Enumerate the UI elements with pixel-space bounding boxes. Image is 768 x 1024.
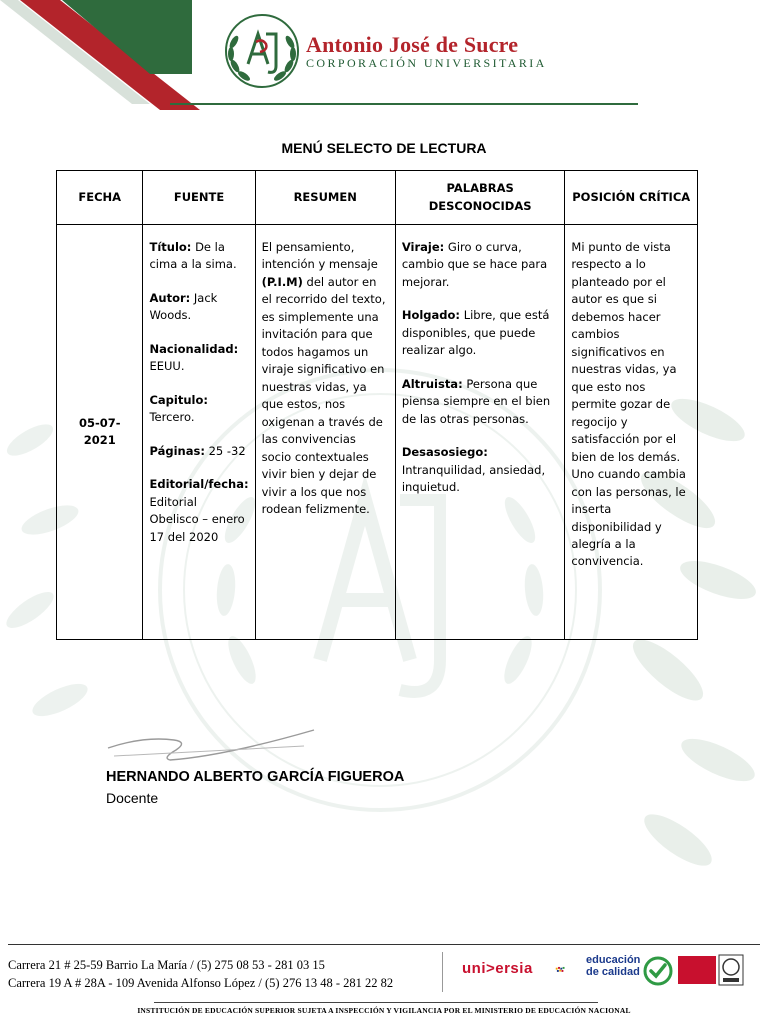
- handwritten-signature: [104, 726, 324, 764]
- unknown-word-item: Holgado: Libre, que está disponibles, que puede realizar algo.: [401, 308, 550, 358]
- header-palabras-desconocidas: PALABRAS DESCONOCIDAS: [395, 171, 565, 225]
- accreditation-badge-icon: [678, 956, 716, 984]
- header-fuente: FUENTE: [143, 171, 255, 225]
- signer-role: Docente: [106, 790, 159, 806]
- table-header-row: [57, 171, 698, 225]
- table-row: [57, 225, 698, 640]
- source-chapter: Capitulo: Tercero.: [149, 392, 208, 425]
- institution-subtitle: CORPORACIÓN UNIVERSITARIA: [306, 56, 547, 70]
- cell-resumen: El pensamiento, intención y mensaje (P.I.M) del autor en el recorrido del texto, es simplemente una invitación para que todos hagamos un viraje significativo en nuestras vidas, ya que estos, nos oxigenan a través de las convivencias socio contextuales vivir bien y dejar de vivir a los que nos rodean felizmente.: [255, 225, 395, 640]
- source-editorial: Editorial/fecha: Editorial Obelisco – enero 17 del 2020: [149, 477, 249, 544]
- institution-logo-icon: [222, 12, 302, 90]
- unknown-word-item: Viraje: Giro o curva, cambio que se hace para mejorar.: [401, 240, 548, 289]
- cell-fecha: 05-07-2021: [57, 225, 143, 640]
- educacion-de-calidad-logo-icon: [555, 954, 587, 986]
- legal-notice: INSTITUCIÓN DE EDUCACIÓN SUPERIOR SUJETA A INSPECCIÓN Y VIGILANCIA POR EL MINISTERIO DE EDUCACIÓN NACIONAL: [137, 1006, 631, 1015]
- header-resumen: RESUMEN: [255, 171, 395, 225]
- source-pages: Páginas: 25 -32: [149, 443, 246, 458]
- footer-address-1: Carrera 21 # 25-59 Barrio La María / (5) 275 08 53 - 281 03 15: [8, 958, 325, 972]
- header-fecha: FECHA: [57, 171, 143, 225]
- unknown-word-item: Desasosiego: Intranquilidad, ansiedad, inquietud.: [401, 445, 546, 495]
- source-nationality: Nacionalidad: EEUU.: [149, 341, 239, 374]
- institution-name: Antonio José de Sucre: [306, 32, 519, 57]
- universia-logo: uni>ersia: [462, 960, 533, 977]
- educacion-de-calidad-text: educación de calidad: [586, 954, 641, 978]
- reading-menu-table: [56, 170, 698, 640]
- header-diagonal-stripes: [0, 0, 200, 110]
- signer-name: HERNANDO ALBERTO GARCÍA FIGUEROA: [106, 769, 405, 785]
- legal-divider: [154, 1002, 598, 1003]
- cell-posicion-critica: Mi punto de vista respecto a lo planteado por el autor es que si debemos hacer cambios significativos en nuestras vidas, ya que esto nos permite gozar de regocijo y satisfacción por el bien de los demás. Uno cuando cambia con las personas, le inserta disponibilidad y alegría a la convivencia.: [565, 225, 698, 640]
- header-posicion-critica: POSICIÓN CRÍTICA: [565, 171, 698, 225]
- cell-palabras-desconocidas: [395, 225, 565, 640]
- cell-fuente: [143, 225, 255, 640]
- quality-check-badge-icon: [643, 956, 673, 986]
- header-divider: [170, 103, 638, 105]
- footer-address-2: Carrera 19 A # 28A - 109 Avenida Alfonso López / (5) 276 13 48 - 281 22 82: [8, 976, 394, 990]
- footer-vertical-divider: [442, 952, 443, 992]
- source-author: Autor: Jack Woods.: [149, 290, 218, 323]
- footer-divider: [8, 944, 760, 945]
- source-title: Título: De la cima a la sima.: [149, 240, 237, 272]
- document-title: MENÚ SELECTO DE LECTURA: [281, 140, 487, 156]
- unknown-word-item: Altruista: Persona que piensa siempre en el bien de las otras personas.: [401, 376, 551, 426]
- certification-seal-icon: [718, 954, 744, 986]
